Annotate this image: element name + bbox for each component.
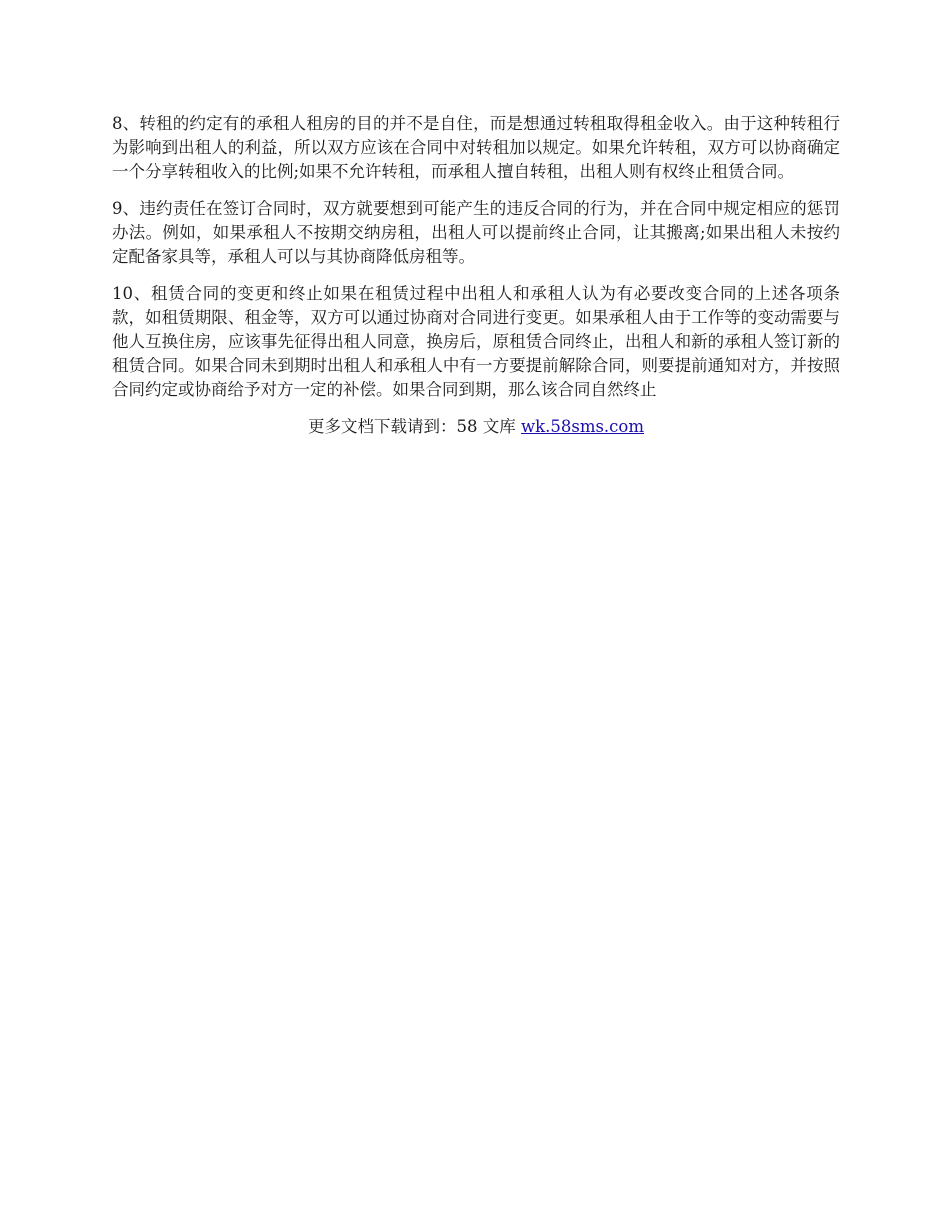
document-page bbox=[112, 112, 840, 439]
paragraph-sublease: 8、转租的约定有的承租人租房的目的并不是自住，而是想通过转租取得租金收入。由于这种转租行为影响到出租人的利益，所以双方应该在合同中对转租加以规定。如果允许转租，双方可以协商确定一个分享转租收入的比例;如果不允许转租，而承租人擅自转租，出租人则有权终止租赁合同。 bbox=[112, 114, 840, 181]
footer-link[interactable]: wk.58sms.com bbox=[520, 417, 644, 436]
footer bbox=[112, 415, 840, 439]
paragraph-change-termination: 10、租赁合同的变更和终止如果在租赁过程中出租人和承租人认为有必要改变合同的上述各项条款，如租赁期限、租金等，双方可以通过协商对合同进行变更。如果承租人由于工作等的变动需要与他人互换住房，应该事先征得出租人同意，换房后，原租赁合同终止，出租人和新的承租人签订新的租赁合同。如果合同未到期时出租人和承租人中有一方要提前解除合同，则要提前通知对方，并按照合同约定或协商给予对方一定的补偿。如果合同到期，那么该合同自然终止 bbox=[112, 284, 840, 399]
footer-text: 更多文档下载请到：58 文库 bbox=[307, 417, 521, 436]
paragraph-liability: 9、违约责任在签订合同时，双方就要想到可能产生的违反合同的行为，并在合同中规定相应的惩罚办法。例如，如果承租人不按期交纳房租，出租人可以提前终止合同，让其搬离;如果出租人未按约定配备家具等，承租人可以与其协商降低房租等。 bbox=[112, 199, 840, 266]
